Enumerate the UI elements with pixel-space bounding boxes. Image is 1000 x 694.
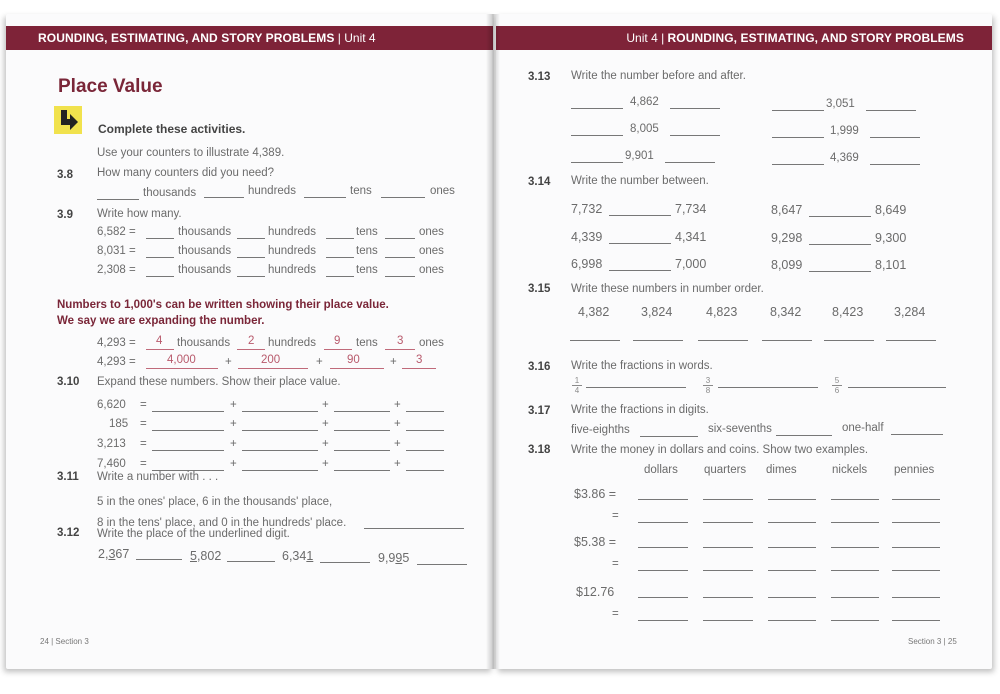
blank[interactable]	[152, 411, 224, 412]
q38-tens-blank[interactable]	[304, 197, 346, 198]
q38-number: 3.8	[57, 169, 73, 181]
blank[interactable]	[703, 597, 753, 598]
q314-start: 8,099	[771, 258, 803, 272]
q315-number-value: 4,382	[578, 305, 610, 319]
right-header-unit: Unit 4 |	[626, 31, 668, 45]
blank[interactable]	[633, 340, 683, 341]
blank[interactable]	[385, 257, 415, 258]
blank[interactable]	[242, 470, 318, 471]
blank[interactable]	[638, 499, 688, 500]
blank[interactable]	[892, 522, 940, 523]
q314-end: 7,734	[675, 202, 707, 216]
blank[interactable]	[417, 564, 467, 565]
blank-before[interactable]	[772, 137, 824, 138]
blank-after[interactable]	[670, 135, 720, 136]
q317-word: one-half	[842, 422, 884, 434]
plus-sign: +	[394, 399, 401, 411]
blank[interactable]	[406, 411, 444, 412]
q317-number: 3.17	[528, 405, 551, 417]
q39-row-number: 8,031 =	[97, 245, 136, 257]
example1-label: hundreds	[268, 337, 316, 349]
blank[interactable]	[237, 238, 265, 239]
example2-value: 90	[347, 354, 360, 366]
q313-text: Write the number before and after.	[571, 70, 746, 82]
plus-sign: +	[322, 418, 329, 430]
q39-label: hundreds	[268, 245, 316, 257]
q315-number-value: 8,423	[832, 305, 864, 319]
example2-line	[402, 368, 436, 369]
left-header-band	[6, 26, 493, 50]
q313-number-value: 3,051	[826, 98, 855, 110]
example2-line	[238, 368, 308, 369]
blank-after[interactable]	[670, 108, 720, 109]
blank[interactable]	[892, 499, 940, 500]
blank[interactable]	[809, 216, 871, 217]
q317-word: five-eighths	[571, 424, 630, 436]
blank[interactable]	[326, 257, 354, 258]
book-spine	[486, 14, 500, 669]
q312-number-value: 2,367	[98, 547, 130, 561]
blank[interactable]	[638, 547, 688, 548]
plus-sign: +	[225, 356, 232, 368]
q317-word: six-sevenths	[708, 423, 772, 435]
q39-row-number: 6,582 =	[97, 226, 136, 238]
blank[interactable]	[831, 547, 879, 548]
q311-number: 3.11	[57, 471, 79, 483]
q39-label: thousands	[178, 264, 232, 276]
left-header-unit: | Unit 4	[334, 31, 376, 45]
q311-line-1: 5 in the ones' place, 6 in the thousands' place,	[97, 496, 333, 508]
equals-sign: =	[612, 608, 619, 620]
q316-number: 3.16	[528, 361, 551, 373]
blank[interactable]	[768, 570, 816, 571]
q318-column-header: quarters	[704, 464, 747, 476]
left-header-title: ROUNDING, ESTIMATING, AND STORY PROBLEMS	[38, 31, 335, 45]
blank-before[interactable]	[571, 108, 623, 109]
blank[interactable]	[768, 620, 816, 621]
equals-sign: =	[612, 558, 619, 570]
equals-sign: =	[140, 399, 147, 411]
blank[interactable]	[406, 450, 444, 451]
blank[interactable]	[146, 276, 174, 277]
blank[interactable]	[831, 597, 879, 598]
q312-number-value: 6,341	[282, 549, 314, 563]
blank[interactable]	[703, 570, 753, 571]
q314-number: 3.14	[528, 176, 551, 188]
q311-line-2: 8 in the tens' place, and 0 in the hundreds' place.	[97, 517, 347, 529]
q39-number: 3.9	[57, 209, 73, 221]
blank[interactable]	[776, 435, 832, 436]
example1-label: ones	[419, 337, 444, 349]
blank[interactable]	[320, 562, 370, 563]
q39-label: ones	[419, 226, 444, 238]
blank[interactable]	[334, 430, 390, 431]
plus-sign: +	[390, 356, 397, 368]
q318-column-header: dimes	[766, 464, 797, 476]
blank[interactable]	[831, 499, 879, 500]
blank[interactable]	[809, 244, 871, 245]
blank[interactable]	[152, 450, 224, 451]
example1-label: tens	[356, 337, 378, 349]
intro-text: Use your counters to illustrate 4,389.	[97, 147, 285, 159]
blank[interactable]	[385, 276, 415, 277]
q314-start: 7,732	[571, 202, 603, 216]
q311-text: Write a number with . . .	[97, 471, 219, 483]
example1-value: 3	[397, 335, 404, 347]
blank[interactable]	[406, 430, 444, 431]
q310-row-number: 7,460	[97, 458, 126, 470]
fraction: 1 4	[571, 376, 583, 395]
blank[interactable]	[638, 522, 688, 523]
example2-value: 3	[416, 354, 423, 366]
example1-label: thousands	[177, 337, 231, 349]
q314-end: 9,300	[875, 231, 907, 245]
blank[interactable]	[703, 499, 753, 500]
q39-label: thousands	[178, 245, 232, 257]
q39-label: ones	[419, 264, 444, 276]
example1-line	[385, 349, 415, 350]
q38-hundreds-blank[interactable]	[204, 197, 244, 198]
blank[interactable]	[892, 620, 940, 621]
plus-sign: +	[322, 399, 329, 411]
blank-after[interactable]	[870, 164, 920, 165]
blank[interactable]	[831, 522, 879, 523]
q316-text: Write the fractions in words.	[571, 360, 713, 372]
q39-row-number: 2,308 =	[97, 264, 136, 276]
blank[interactable]	[237, 276, 265, 277]
blank[interactable]	[638, 570, 688, 571]
blank-after[interactable]	[866, 110, 916, 111]
plus-sign: +	[230, 399, 237, 411]
q315-number-value: 3,284	[894, 305, 926, 319]
q315-number-value: 4,823	[706, 305, 738, 319]
example1-line	[237, 349, 265, 350]
note-line-1: Numbers to 1,000's can be written showing their place value.	[57, 299, 389, 311]
blank[interactable]	[570, 340, 620, 341]
q39-label: hundreds	[268, 264, 316, 276]
q39-text: Write how many.	[97, 208, 182, 220]
blank[interactable]	[609, 243, 671, 244]
plus-sign: +	[230, 458, 237, 470]
blank[interactable]	[831, 570, 879, 571]
q318-amount: $12.76	[576, 585, 615, 599]
q312-number-value: 9,995	[378, 551, 410, 565]
blank[interactable]	[886, 340, 936, 341]
blank[interactable]	[242, 450, 318, 451]
q318-amount: $5.38 =	[574, 535, 617, 549]
blank-before[interactable]	[571, 135, 623, 136]
equals-sign: =	[140, 458, 147, 470]
fraction: 5 6	[831, 376, 843, 395]
blank[interactable]	[703, 547, 753, 548]
q314-end: 8,649	[875, 203, 907, 217]
blank[interactable]	[809, 271, 871, 272]
plus-sign: +	[230, 418, 237, 430]
blank[interactable]	[334, 470, 390, 471]
page-title: Place Value	[58, 76, 163, 97]
note-line-2: We say we are expanding the number.	[57, 315, 265, 327]
blank-before[interactable]	[772, 110, 824, 111]
example2-lead: 4,293 =	[97, 356, 136, 368]
plus-sign: +	[394, 458, 401, 470]
blank[interactable]	[334, 411, 390, 412]
blank[interactable]	[698, 340, 748, 341]
blank[interactable]	[718, 387, 818, 388]
q314-start: 4,339	[571, 230, 603, 244]
plus-sign: +	[322, 458, 329, 470]
q315-text: Write these numbers in number order.	[571, 283, 764, 295]
q314-start: 6,998	[571, 257, 603, 271]
blank[interactable]	[892, 597, 940, 598]
blank[interactable]	[586, 387, 686, 388]
q313-number-value: 8,005	[630, 123, 659, 135]
blank[interactable]	[640, 436, 698, 437]
blank-before[interactable]	[571, 162, 623, 163]
q314-end: 8,101	[875, 258, 907, 272]
blank[interactable]	[227, 561, 275, 562]
q39-label: tens	[356, 226, 378, 238]
blank[interactable]	[326, 276, 354, 277]
example1-line	[146, 349, 174, 350]
blank[interactable]	[152, 430, 224, 431]
q314-end: 7,000	[675, 257, 707, 271]
q39-label: tens	[356, 264, 378, 276]
blank[interactable]	[891, 434, 943, 435]
blank[interactable]	[824, 340, 874, 341]
blank[interactable]	[762, 340, 812, 341]
q318-column-header: nickels	[832, 464, 868, 476]
q313-number-value: 4,862	[630, 96, 659, 108]
q310-row-number: 185	[109, 418, 129, 430]
example2-line	[330, 368, 384, 369]
blank[interactable]	[242, 411, 318, 412]
q310-number: 3.10	[57, 376, 80, 388]
blank[interactable]	[385, 238, 415, 239]
blank[interactable]	[136, 559, 182, 560]
blank[interactable]	[638, 620, 688, 621]
q38-thousands-label: thousands	[143, 187, 197, 199]
example1-value: 2	[248, 335, 255, 347]
arrow-icon	[54, 106, 82, 134]
instructions-heading: Complete these activities.	[98, 122, 246, 136]
blank[interactable]	[831, 620, 879, 621]
q313-number: 3.13	[528, 71, 551, 83]
q318-amount: $3.86 =	[574, 487, 617, 501]
blank[interactable]	[892, 547, 940, 548]
q310-row-number: 3,213	[97, 438, 126, 450]
q310-row-number: 6,620	[97, 399, 126, 411]
left-page	[6, 14, 493, 669]
blank[interactable]	[146, 257, 174, 258]
q318-column-header: pennies	[894, 464, 935, 476]
q318-text: Write the money in dollars and coins. Show two examples.	[571, 444, 869, 456]
plus-sign: +	[394, 438, 401, 450]
q38-text: How many counters did you need?	[97, 167, 275, 179]
blank[interactable]	[768, 499, 816, 500]
fraction: 3 8	[702, 376, 714, 395]
q312-number-value: 5,802	[190, 549, 222, 563]
q38-ones-label: ones	[430, 185, 455, 197]
q39-label: thousands	[178, 226, 232, 238]
q311-answer-blank[interactable]	[364, 528, 464, 529]
q315-number-value: 3,824	[641, 305, 673, 319]
blank[interactable]	[703, 522, 753, 523]
plus-sign: +	[394, 418, 401, 430]
blank[interactable]	[334, 450, 390, 451]
example2-value: 4,000	[167, 354, 196, 366]
blank[interactable]	[892, 570, 940, 571]
right-footer: Section 3 | 25	[908, 637, 957, 646]
blank-after[interactable]	[665, 162, 715, 163]
blank[interactable]	[638, 597, 688, 598]
q313-number-value: 4,369	[830, 152, 859, 164]
blank[interactable]	[768, 547, 816, 548]
q39-label: tens	[356, 245, 378, 257]
example1-value: 9	[334, 335, 341, 347]
blank[interactable]	[406, 470, 444, 471]
q313-number-value: 9,901	[625, 150, 654, 162]
blank[interactable]	[768, 597, 816, 598]
example2-line	[146, 368, 218, 369]
right-page	[496, 14, 992, 669]
q314-start: 8,647	[771, 203, 803, 217]
q317-text: Write the fractions in digits.	[571, 404, 709, 416]
q310-text: Expand these numbers. Show their place value.	[97, 376, 341, 388]
q39-label: hundreds	[268, 226, 316, 238]
example1-line	[324, 349, 352, 350]
blank[interactable]	[326, 238, 354, 239]
q38-ones-blank[interactable]	[381, 197, 425, 198]
blank[interactable]	[768, 522, 816, 523]
equals-sign: =	[140, 418, 147, 430]
blank[interactable]	[242, 430, 318, 431]
q312-text: Write the place of the underlined digit.	[97, 528, 290, 540]
left-footer: 24 | Section 3	[40, 637, 89, 646]
q38-thousands-blank[interactable]	[97, 199, 139, 200]
q314-start: 9,298	[771, 231, 803, 245]
q315-number-value: 8,342	[770, 305, 802, 319]
right-header-band	[496, 26, 992, 50]
example1-value: 4	[156, 335, 163, 347]
blank[interactable]	[609, 215, 671, 216]
equals-sign: =	[140, 438, 147, 450]
example2-value: 200	[261, 354, 281, 366]
q314-text: Write the number between.	[571, 175, 709, 187]
blank-after[interactable]	[870, 137, 920, 138]
right-header-title: ROUNDING, ESTIMATING, AND STORY PROBLEMS	[667, 31, 964, 45]
blank[interactable]	[237, 257, 265, 258]
q38-tens-label: tens	[350, 185, 372, 197]
q318-column-header: dollars	[644, 464, 678, 476]
plus-sign: +	[322, 438, 329, 450]
example1-lead: 4,293 =	[97, 337, 136, 349]
q313-number-value: 1,999	[830, 125, 859, 137]
q315-number: 3.15	[528, 283, 551, 295]
q39-label: ones	[419, 245, 444, 257]
q312-number: 3.12	[57, 527, 80, 539]
blank[interactable]	[609, 270, 671, 271]
q314-end: 4,341	[675, 230, 707, 244]
plus-sign: +	[316, 356, 323, 368]
q318-number: 3.18	[528, 444, 551, 456]
blank[interactable]	[146, 238, 174, 239]
blank-before[interactable]	[772, 164, 824, 165]
plus-sign: +	[230, 438, 237, 450]
equals-sign: =	[612, 510, 619, 522]
blank[interactable]	[703, 620, 753, 621]
q38-hundreds-label: hundreds	[248, 185, 296, 197]
blank[interactable]	[848, 387, 946, 388]
